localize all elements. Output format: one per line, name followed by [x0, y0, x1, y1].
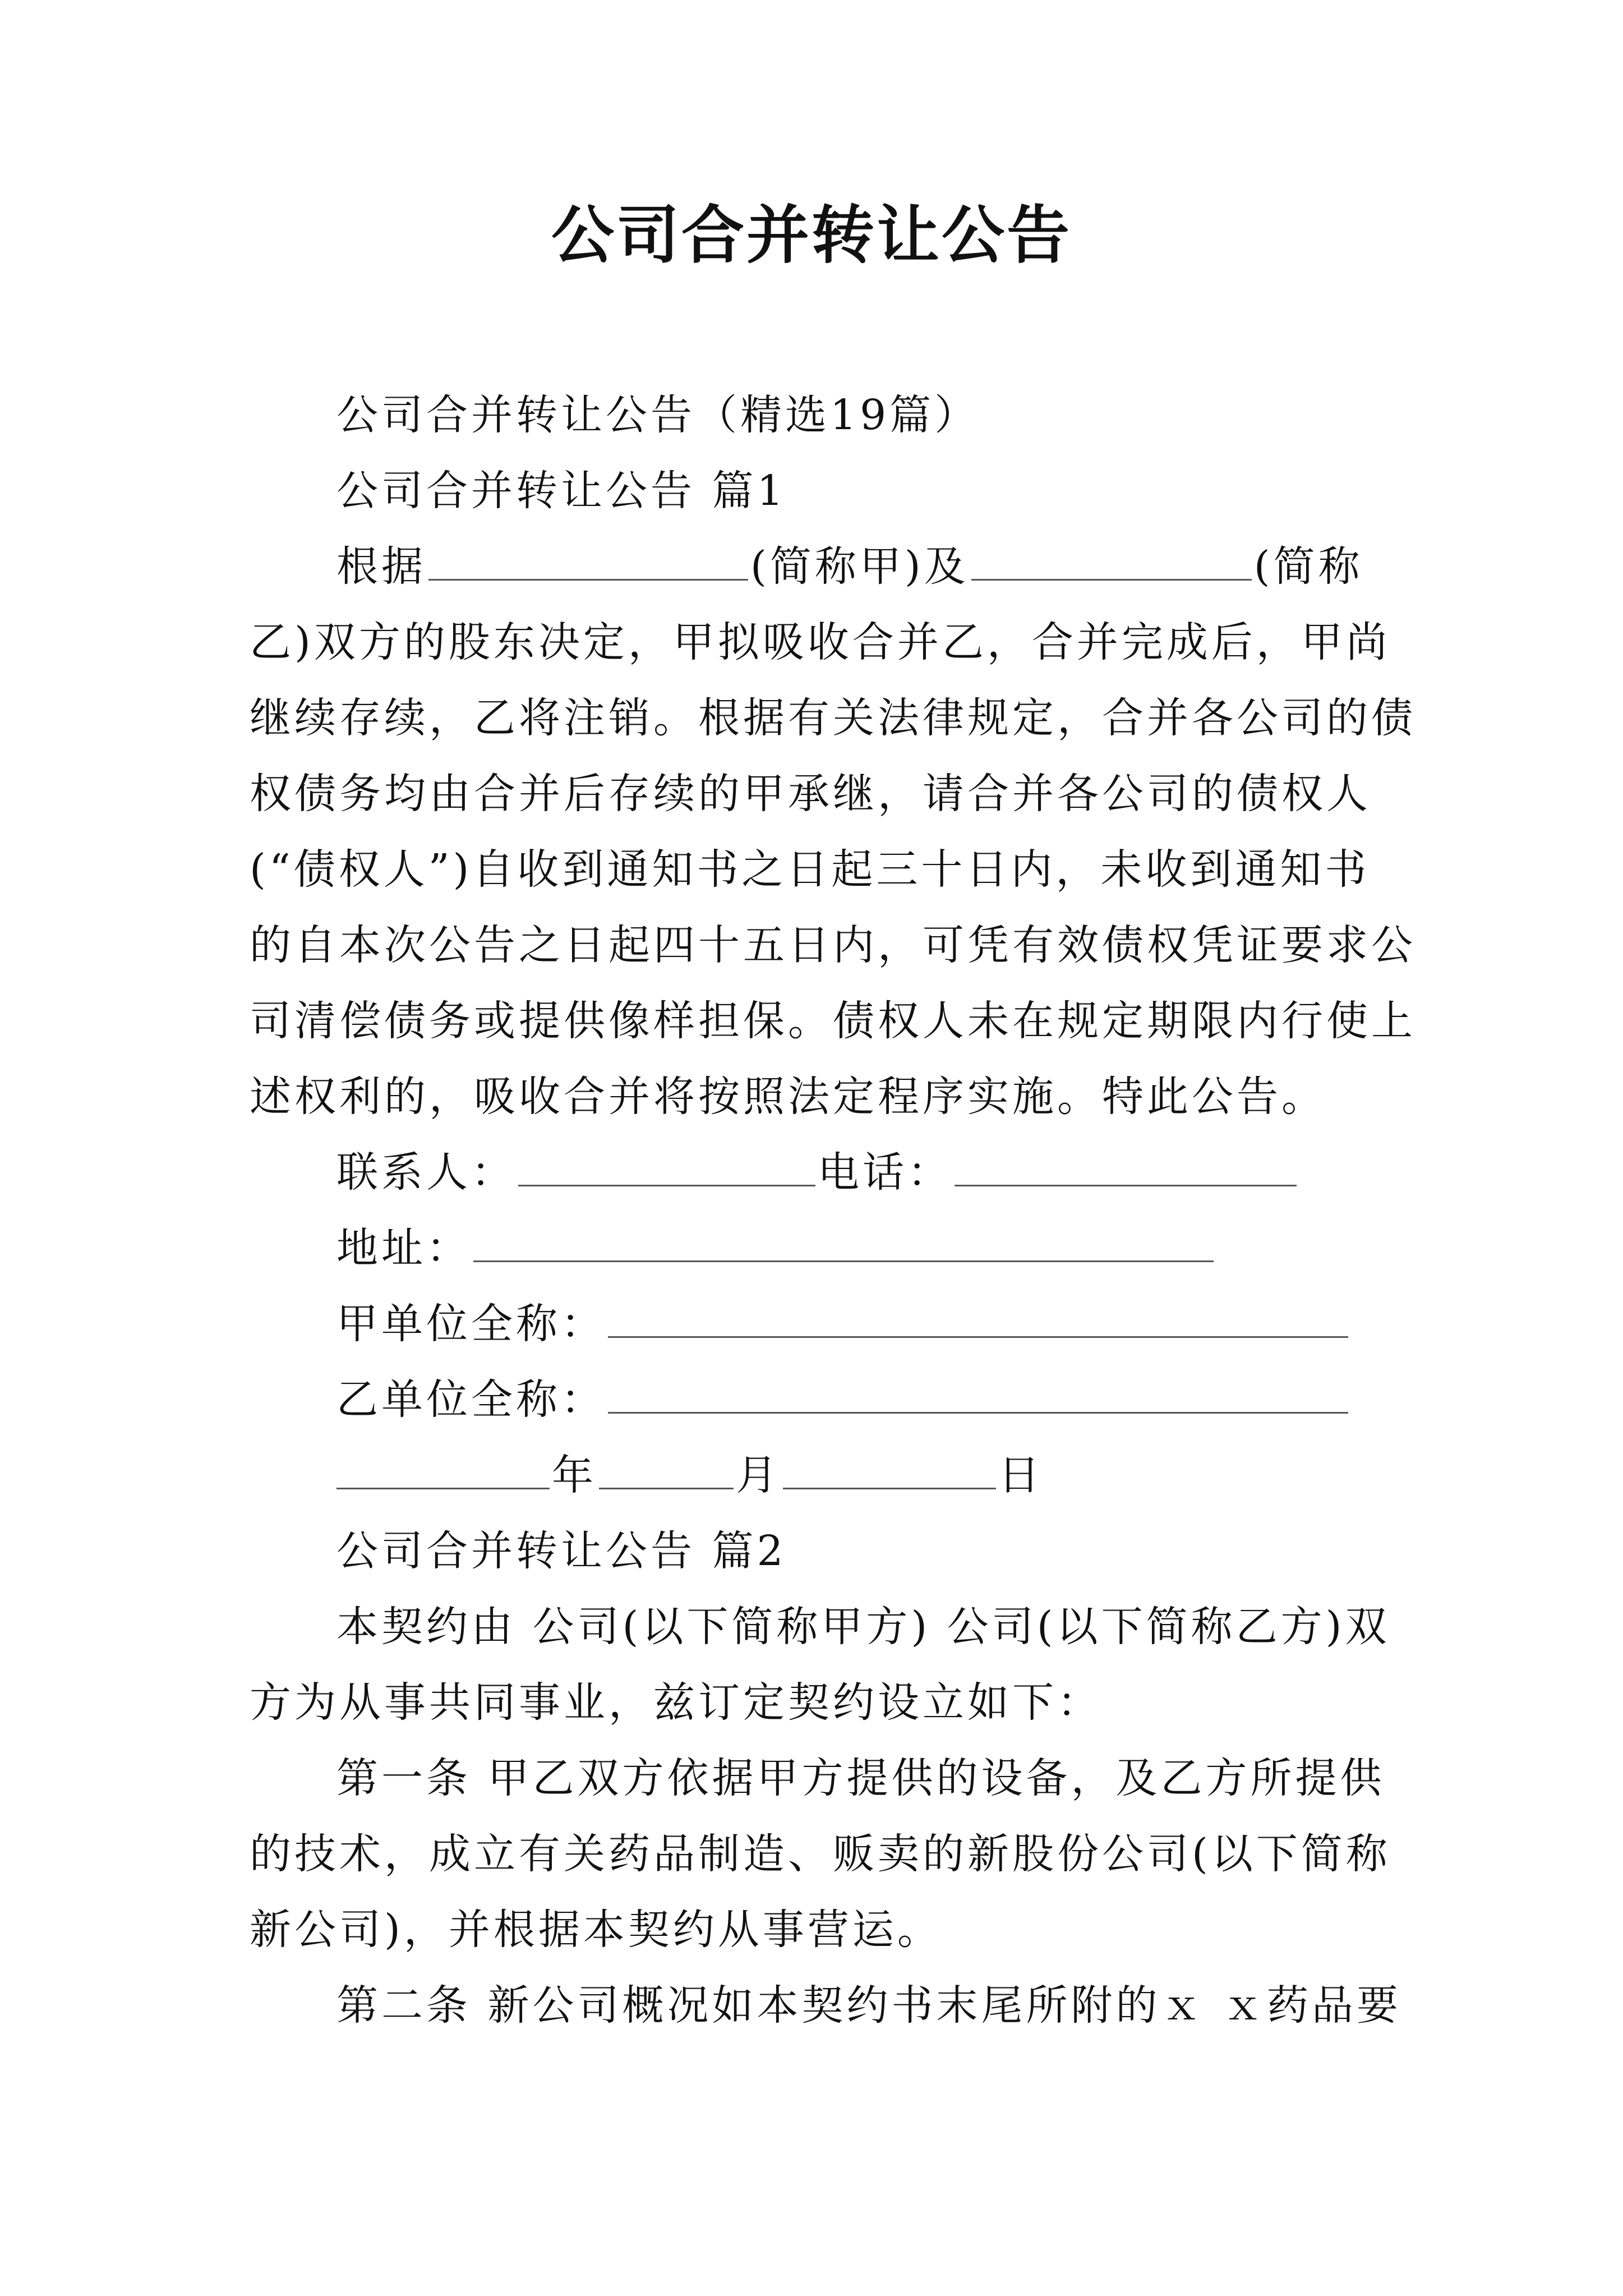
year-label: 年: [552, 1451, 597, 1499]
document-title: 公司合并转让公告: [551, 199, 1072, 272]
paragraph-line: (“债权人”)自收到通知书之日起三十日内，未收到通知书: [250, 845, 1370, 894]
party-a-blank: [608, 1303, 1348, 1338]
paragraph-line: 方为从事共同事业，兹订定契约设立如下：: [250, 1678, 1102, 1727]
paragraph-line: 司清偿债务或提供像样担保。债权人未在规定期限内行使上: [250, 997, 1416, 1045]
party-b-label: 乙单位全称：: [336, 1375, 606, 1424]
contact-blank: [518, 1151, 815, 1186]
party-b-blank: [608, 1378, 1348, 1414]
text-fragment: (简称: [1253, 542, 1363, 591]
section-heading-1: 公司合并转让公告 篇1: [336, 467, 787, 515]
address-row: [336, 1217, 1216, 1279]
paragraph-line: 权债务均由合并后存续的甲承继，请合并各公司的债权人: [250, 770, 1371, 818]
section-heading-2: 公司合并转让公告 篇2: [336, 1527, 787, 1575]
text-fragment: 根据: [336, 542, 426, 591]
paragraph-line: 第一条 甲乙双方依据甲方提供的设备，及乙方所提供: [336, 1754, 1385, 1802]
document-subtitle: 公司合并转让公告（精选19篇）: [336, 391, 980, 439]
phone-label: 电话：: [818, 1148, 952, 1197]
paragraph-line: 新公司)，并根据本契约从事营运。: [250, 1906, 942, 1954]
paragraph-line: 乙)双方的股东决定，甲拟吸收合并乙，合并完成后，甲尚: [250, 618, 1391, 666]
party-a-label: 甲单位全称：: [336, 1300, 606, 1348]
paragraph-line: 的自本次公告之日起四十五日内，可凭有效债权凭证要求公: [250, 921, 1416, 969]
address-label: 地址：: [336, 1224, 471, 1272]
year-blank: [336, 1454, 550, 1489]
party-b-row: [336, 1369, 1350, 1430]
contact-row: [336, 1142, 1299, 1203]
fill-blank: [428, 545, 748, 581]
paragraph-line: 述权利的，吸收合并将按照法定程序实施。特此公告。: [250, 1073, 1326, 1121]
text-fragment: (简称甲)及: [750, 542, 969, 591]
address-blank: [473, 1227, 1214, 1262]
party-a-row: [336, 1293, 1350, 1355]
day-label: 日: [998, 1451, 1043, 1499]
paragraph-line: 本契约由 公司(以下简称甲方) 公司(以下简称乙方)双: [336, 1603, 1390, 1651]
phone-blank: [955, 1151, 1297, 1186]
fill-blank: [971, 545, 1252, 581]
paragraph-line: 第二条 新公司概况如本契约书末尾所附的ｘ ｘ药品要: [336, 1981, 1402, 2030]
month-label: 月: [736, 1451, 781, 1499]
contact-label: 联系人：: [336, 1148, 516, 1197]
paragraph-line: [336, 536, 1363, 597]
month-blank: [599, 1454, 734, 1489]
date-row: [336, 1444, 1043, 1506]
paragraph-line: 继续存续，乙将注销。根据有关法律规定，合并各公司的债: [250, 694, 1416, 742]
paragraph-line: 的技术，成立有关药品制造、贩卖的新股份公司(以下简称: [250, 1830, 1391, 1878]
day-blank: [783, 1454, 996, 1489]
